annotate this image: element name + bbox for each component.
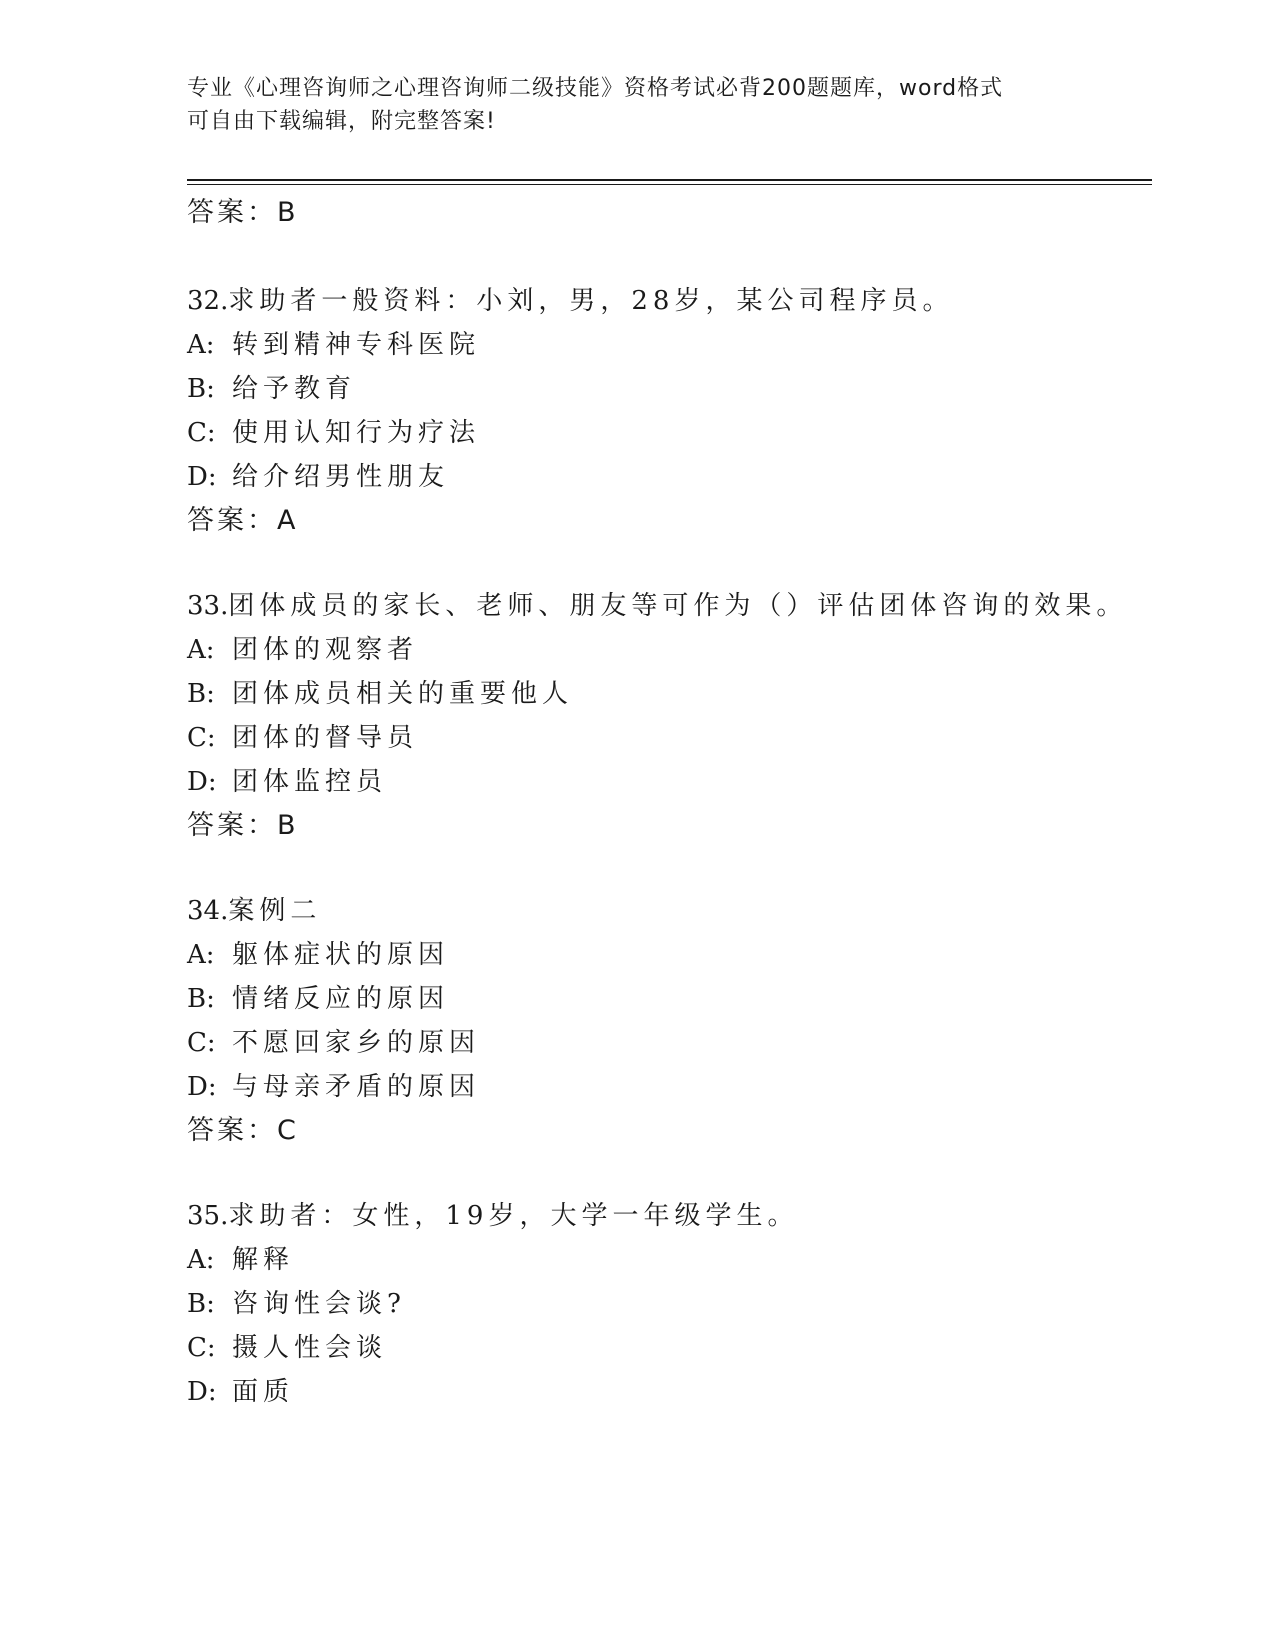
- option-text: 不愿回家乡的原因: [232, 1028, 481, 1058]
- option-text: 团体的观察者: [232, 635, 419, 665]
- question-number: 34.: [187, 896, 229, 926]
- option-text: 使用认知行为疗法: [232, 418, 481, 448]
- question-number: 32.: [187, 286, 229, 316]
- option-letter: A:: [187, 635, 215, 665]
- question-text: 求助者一般资料：小刘，男，28岁，某公司程序员。: [228, 286, 954, 316]
- question-33-option-b: [187, 673, 573, 710]
- option-text: 团体成员相关的重要他人: [232, 679, 574, 709]
- option-text: 与母亲矛盾的原因: [232, 1072, 481, 1102]
- option-text: 面质: [232, 1377, 295, 1407]
- question-35-stem: [187, 1195, 798, 1232]
- question-32-option-b: [187, 368, 356, 405]
- option-letter: D:: [187, 1072, 217, 1102]
- option-letter: D:: [187, 767, 217, 797]
- previous-answer: 答案：B: [187, 197, 299, 228]
- header-line-2: 可自由下载编辑，附完整答案!: [187, 109, 496, 134]
- header-line-1: 专业《心理咨询师之心理咨询师二级技能》资格考试必背200题题库，word格式: [187, 76, 1004, 101]
- question-number: 35.: [187, 1201, 229, 1231]
- question-33-option-d: [187, 761, 387, 798]
- option-text: 解释: [232, 1245, 295, 1275]
- question-33-option-a: [187, 629, 418, 666]
- question-33-option-c: [187, 717, 418, 754]
- question-35-option-b: [187, 1283, 406, 1320]
- option-text: 转到精神专科医院: [232, 330, 481, 360]
- option-letter: B:: [187, 984, 215, 1014]
- option-letter: B:: [187, 374, 215, 404]
- question-number: 33.: [187, 591, 229, 621]
- option-text: 给介绍男性朋友: [232, 462, 450, 492]
- document-header: [187, 72, 1087, 138]
- header-divider-thick: [187, 179, 1152, 181]
- option-letter: C:: [187, 723, 216, 753]
- question-33-stem: [187, 585, 1127, 622]
- option-text: 情绪反应的原因: [232, 984, 450, 1014]
- option-letter: A:: [187, 940, 215, 970]
- header-divider-thin: [187, 184, 1152, 185]
- option-letter: A:: [187, 330, 215, 360]
- option-text: 躯体症状的原因: [232, 940, 450, 970]
- question-32-option-c: [187, 412, 480, 449]
- question-32-option-a: [187, 324, 480, 361]
- option-text: 摄人性会谈: [232, 1333, 388, 1363]
- option-text: 咨询性会谈?: [232, 1289, 406, 1319]
- question-32-option-d: [187, 456, 449, 493]
- option-letter: B:: [187, 1289, 215, 1319]
- question-34-stem: [187, 890, 321, 927]
- question-35-option-c: [187, 1327, 387, 1364]
- question-text: 案例二: [228, 896, 322, 926]
- option-text: 给予教育: [232, 374, 357, 404]
- option-letter: C:: [187, 418, 216, 448]
- question-text: 求助者：女性，19岁，大学一年级学生。: [228, 1201, 799, 1231]
- option-letter: C:: [187, 1333, 216, 1363]
- question-35-option-a: [187, 1239, 294, 1276]
- question-34-answer: 答案：C: [187, 1115, 299, 1146]
- question-34-option-c: [187, 1022, 480, 1059]
- option-text: 团体监控员: [232, 767, 388, 797]
- question-text: 团体成员的家长、老师、朋友等可作为（）评估团体咨询的效果。: [228, 591, 1128, 621]
- question-32-stem: [187, 280, 953, 317]
- option-letter: D:: [187, 1377, 217, 1407]
- question-32-answer: 答案：A: [187, 505, 299, 536]
- option-letter: B:: [187, 679, 215, 709]
- option-text: 团体的督导员: [232, 723, 419, 753]
- question-34-option-a: [187, 934, 449, 971]
- question-34-option-b: [187, 978, 449, 1015]
- option-letter: A:: [187, 1245, 215, 1275]
- question-35-option-d: [187, 1371, 294, 1408]
- option-letter: D:: [187, 462, 217, 492]
- question-33-answer: 答案：B: [187, 810, 299, 841]
- option-letter: C:: [187, 1028, 216, 1058]
- question-34-option-d: [187, 1066, 480, 1103]
